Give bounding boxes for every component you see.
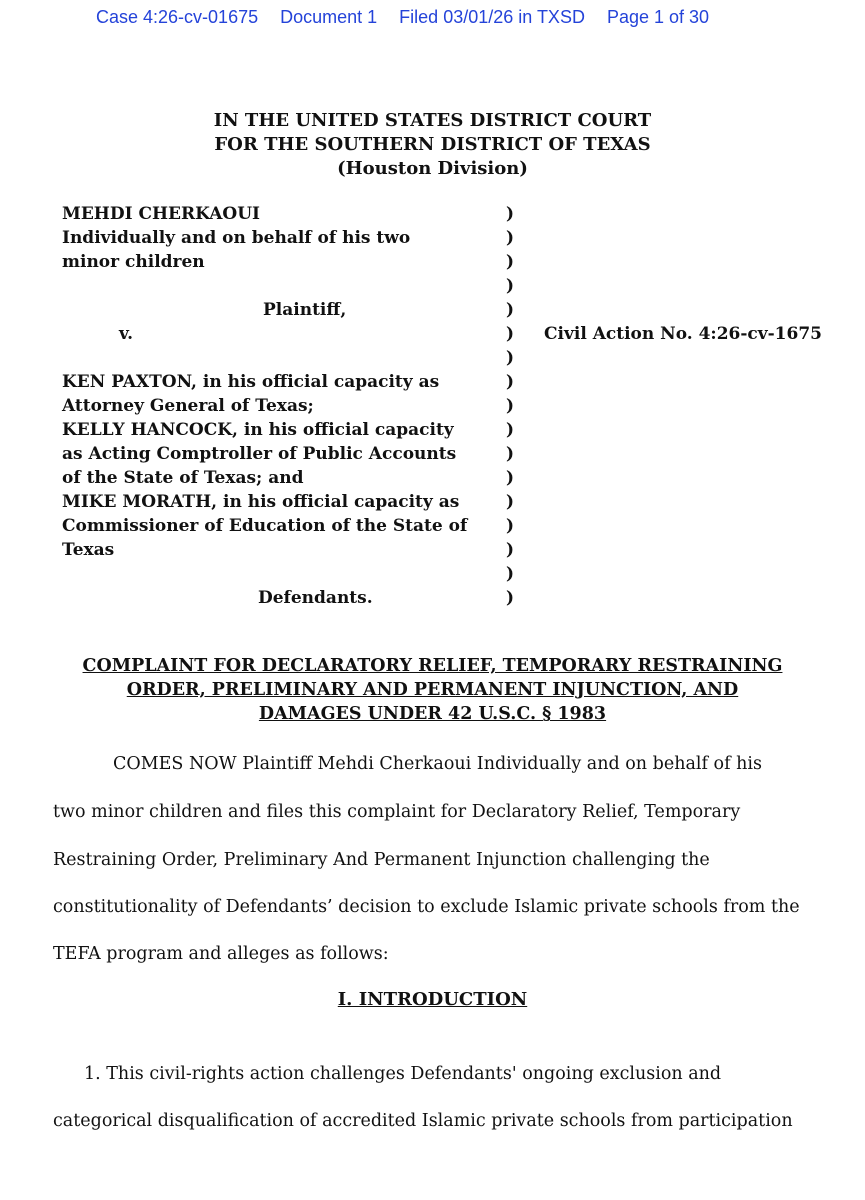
defendant-line: KELLY HANCOCK, in his official capacity [62, 420, 454, 440]
filed-date: Filed 03/01/26 in TXSD [399, 7, 585, 27]
plaintiff-line: Individually and on behalf of his two [62, 228, 411, 248]
caption-paren: ) [506, 444, 515, 464]
defendant-line: MIKE MORATH, in his official capacity as [62, 492, 460, 512]
intro-line: two minor children and files this complaint for Declaratory Relief, Temporary [53, 802, 741, 822]
defendant-label: Defendants. [258, 588, 373, 608]
defendant-line: Commissioner of Education of the State of [62, 516, 468, 536]
complaint-title [0, 654, 865, 726]
caption-paren: ) [506, 396, 515, 416]
civil-action-number: Civil Action No. 4:26-cv-1675 [544, 324, 823, 344]
intro-line: COMES NOW Plaintiff Mehdi Cherkaoui Individually and on behalf of his [113, 754, 762, 774]
plaintiff-line: minor children [62, 252, 205, 272]
ecf-header [96, 7, 709, 28]
caption-paren: ) [506, 204, 515, 224]
caption-paren: ) [506, 228, 515, 248]
caption-paren: ) [506, 276, 515, 296]
caption-paren: ) [506, 372, 515, 392]
caption-paren: ) [506, 516, 515, 536]
defendant-line: Texas [62, 540, 115, 560]
caption-paren: ) [506, 588, 515, 608]
title-line-3: DAMAGES UNDER 42 U.S.C. § 1983 [258, 704, 607, 724]
versus: v. [119, 324, 134, 344]
court-heading [0, 109, 865, 181]
paragraph-1-line: categorical disqualification of accredited Islamic private schools from participation [53, 1111, 793, 1131]
caption-paren: ) [506, 300, 515, 320]
caption-paren: ) [506, 348, 515, 368]
case-number: Case 4:26-cv-01675 [96, 7, 259, 27]
caption-paren: ) [506, 252, 515, 272]
intro-line: Restraining Order, Preliminary And Permanent Injunction challenging the [53, 850, 710, 870]
intro-line: TEFA program and alleges as follows: [53, 944, 389, 964]
caption-paren: ) [506, 420, 515, 440]
court-line-2: FOR THE SOUTHERN DISTRICT OF TEXAS [214, 134, 651, 155]
caption-paren: ) [506, 540, 515, 560]
defendant-line: of the State of Texas; and [62, 468, 304, 488]
intro-line: constitutionality of Defendants’ decision to exclude Islamic private schools from the [53, 897, 800, 917]
section-heading: I. INTRODUCTION [337, 989, 528, 1010]
document-number: Document 1 [280, 7, 378, 27]
paragraph-1-line: 1. This civil-rights action challenges Defendants' ongoing exclusion and [84, 1064, 722, 1084]
defendant-line: as Acting Comptroller of Public Accounts [62, 444, 457, 464]
caption-paren: ) [506, 492, 515, 512]
caption-paren: ) [506, 468, 515, 488]
caption-paren: ) [506, 324, 515, 344]
page-number: Page 1 of 30 [606, 7, 710, 27]
caption-paren: ) [506, 564, 515, 584]
title-line-1: COMPLAINT FOR DECLARATORY RELIEF, TEMPORARY RESTRAINING [82, 656, 783, 676]
title-line-2: ORDER, PRELIMINARY AND PERMANENT INJUNCTION, AND [126, 680, 739, 700]
court-division: (Houston Division) [337, 158, 528, 179]
defendant-line: Attorney General of Texas; [62, 396, 314, 416]
plaintiff-name: MEHDI CHERKAOUI [62, 204, 260, 224]
plaintiff-label: Plaintiff, [263, 300, 347, 320]
court-line-1: IN THE UNITED STATES DISTRICT COURT [213, 110, 652, 131]
defendant-line: KEN PAXTON, in his official capacity as [62, 372, 440, 392]
